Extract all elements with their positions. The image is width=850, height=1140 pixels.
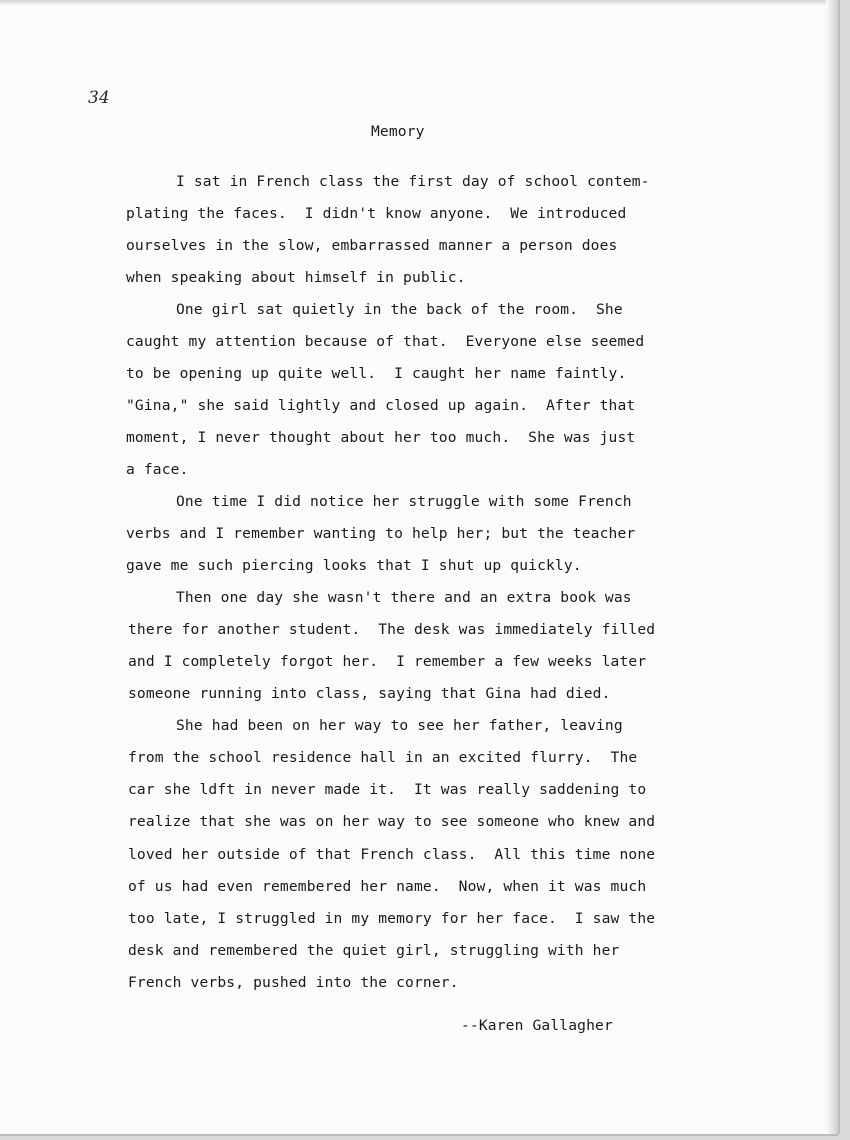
text-line: a face. [126,461,189,478]
text-line: someone running into class, saying that Gina had died. [128,685,611,702]
text-line: desk and remembered the quiet girl, struggling with her [128,942,620,959]
text-line: when speaking about himself in public. [126,269,466,286]
text-line: to be opening up quite well. I caught her name faintly. [126,365,627,382]
text-line: gave me such piercing looks that I shut up quickly. [126,557,582,574]
author-signature: --Karen Gallagher [461,1017,613,1034]
text-line: realize that she was on her way to see someone who knew and [128,813,656,830]
text-line: plating the faces. I didn't know anyone. We introduced [126,205,627,222]
text-line: One time I did notice her struggle with some French [176,493,632,510]
text-line: "Gina," she said lightly and closed up again. After that [126,397,636,414]
text-line: ourselves in the slow, embarrassed manner a person does [126,237,618,254]
text-line: of us had even remembered her name. Now, when it was much [128,878,647,895]
text-line: there for another student. The desk was immediately filled [128,621,656,638]
text-line: and I completely forgot her. I remember a few weeks later [128,653,647,670]
page-right-edge [826,0,838,1134]
page-top-edge [0,0,838,6]
text-line: moment, I never thought about her too much. She was just [126,429,636,446]
text-line: French verbs, pushed into the corner. [128,974,459,991]
text-line: from the school residence hall in an excited flurry. The [128,749,638,766]
text-line: too late, I struggled in my memory for her face. I saw the [128,910,656,927]
page-number: 34 [88,88,110,108]
text-line: I sat in French class the first day of school contem- [176,173,650,190]
text-line: caught my attention because of that. Everyone else seemed [126,333,645,350]
text-line: Then one day she wasn't there and an extra book was [176,589,632,606]
text-line: One girl sat quietly in the back of the room. She [176,301,623,318]
page-title: Memory [371,123,425,140]
text-line: She had been on her way to see her father, leaving [176,717,623,734]
text-line: verbs and I remember wanting to help her; but the teacher [126,525,636,542]
text-line: car she ldft in never made it. It was really saddening to [128,781,647,798]
text-line: loved her outside of that French class. All this time none [128,846,656,863]
